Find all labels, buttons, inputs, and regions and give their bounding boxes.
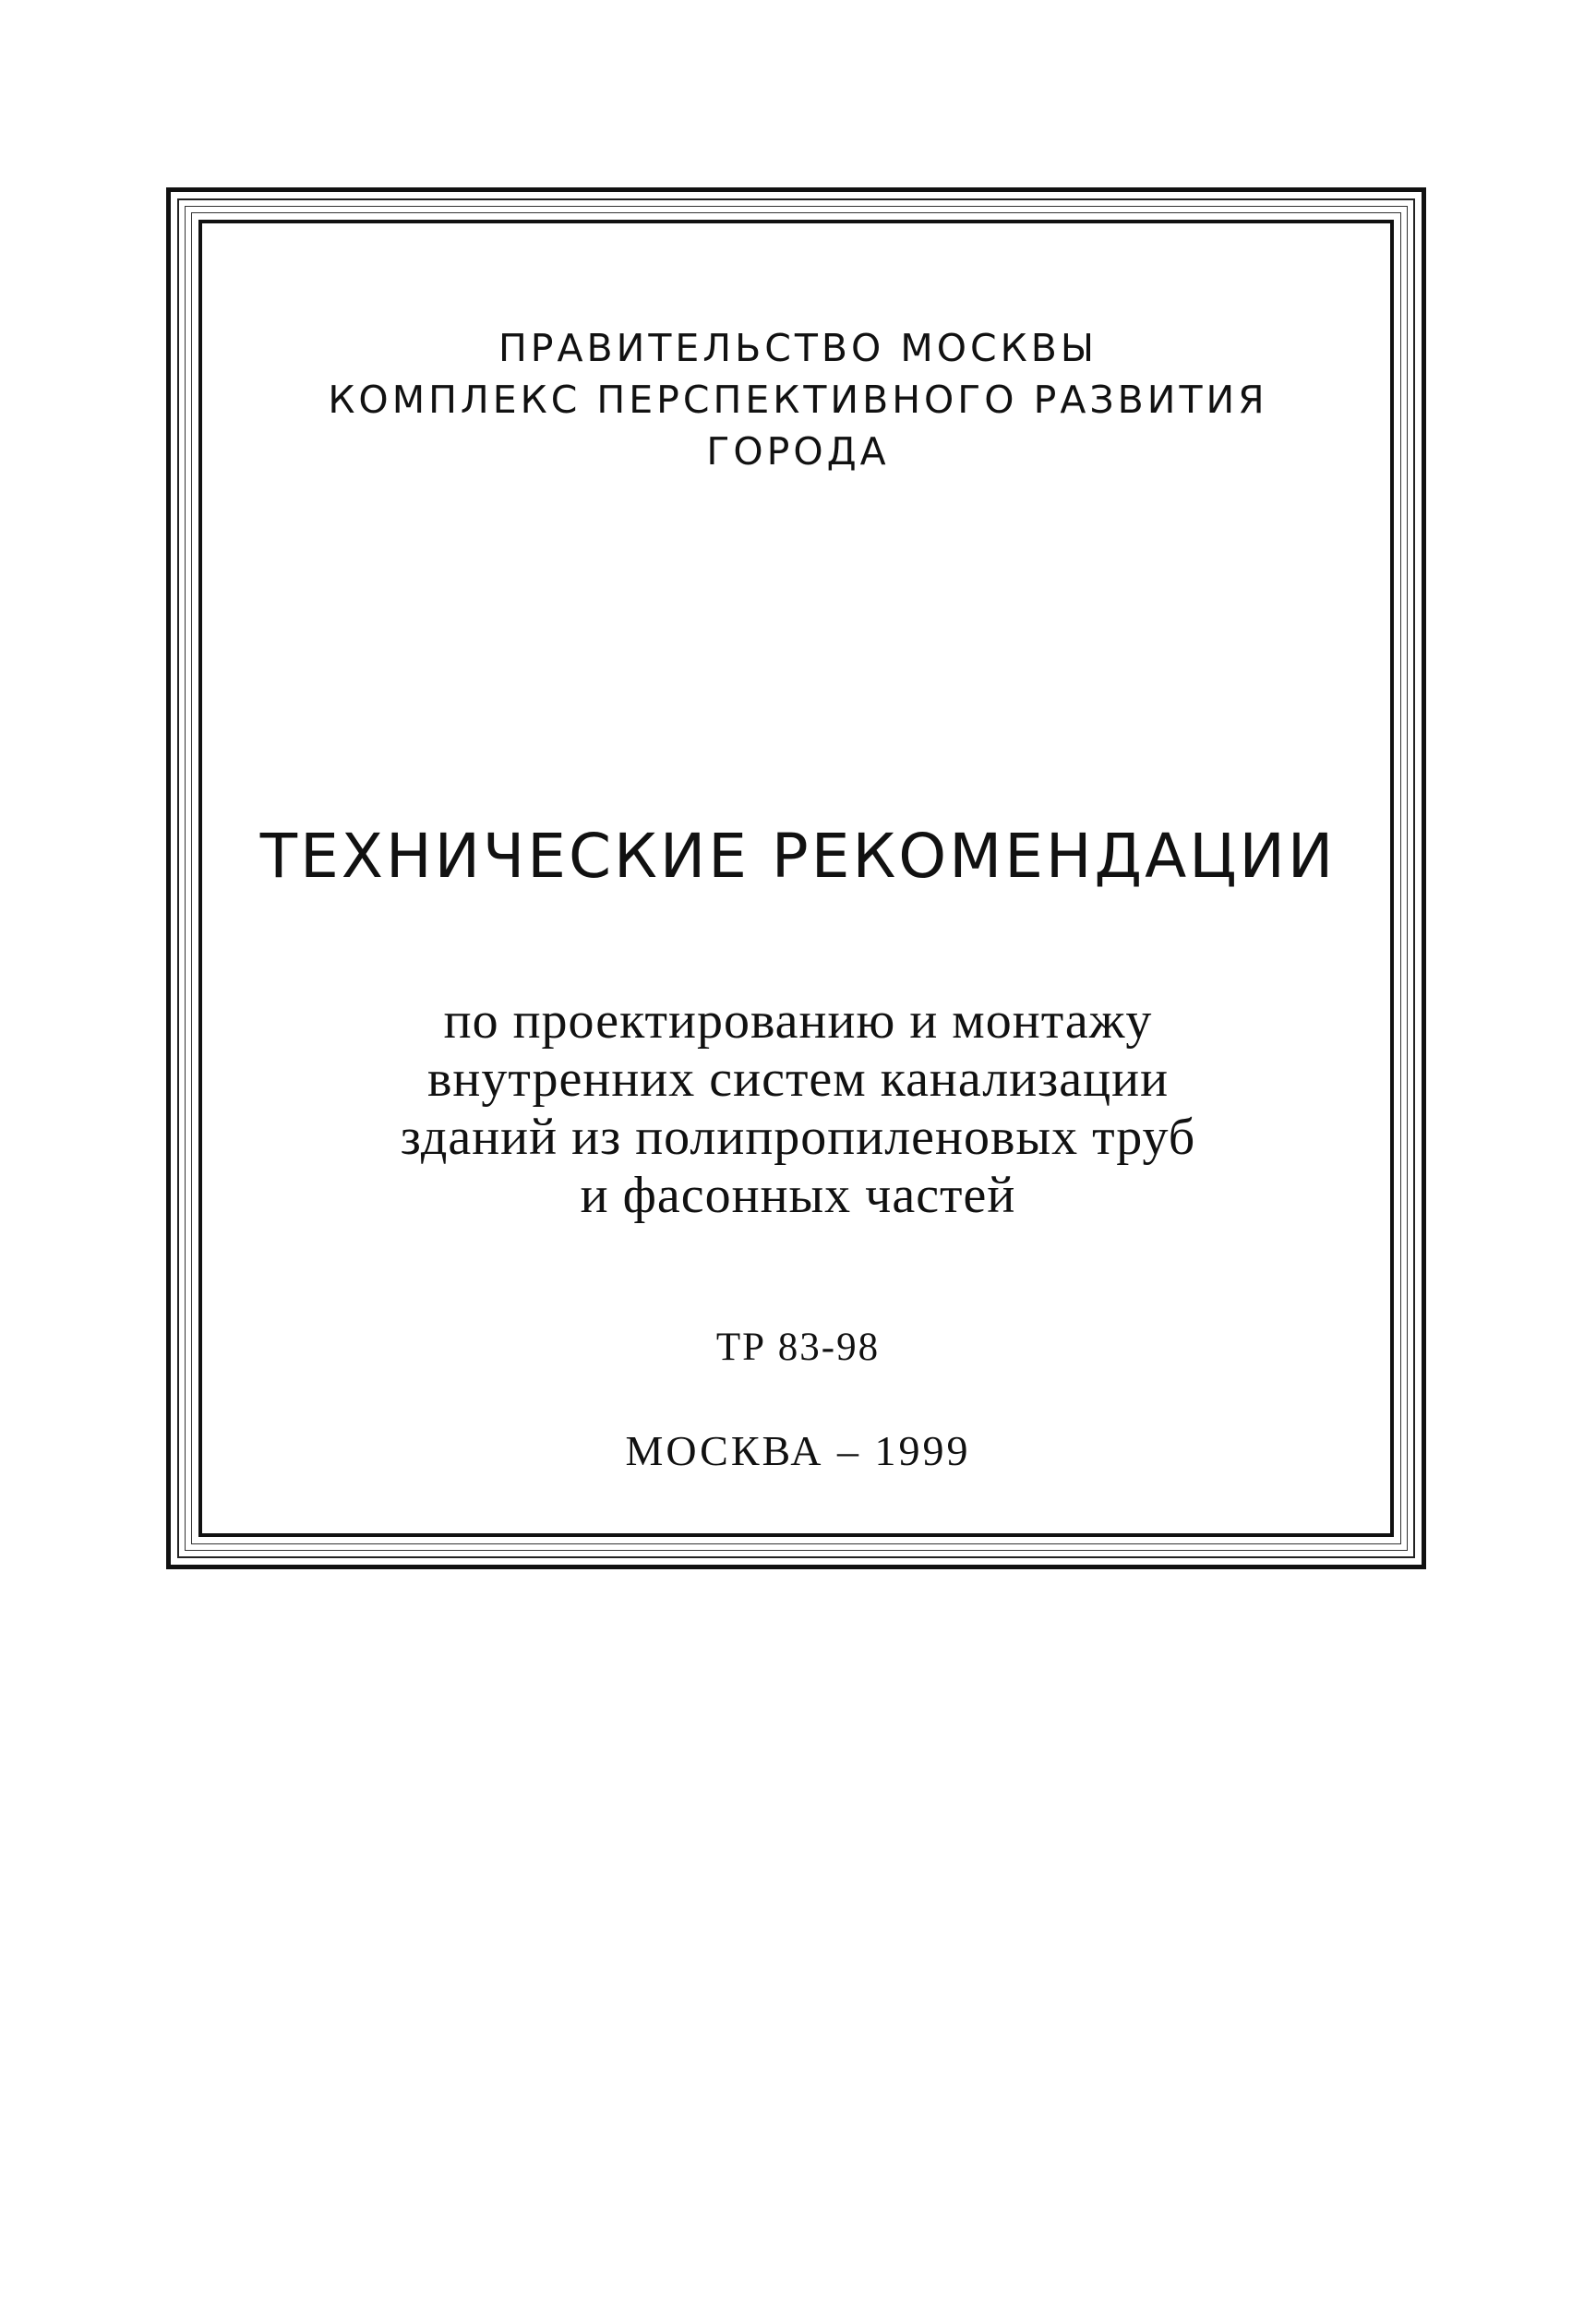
subtitle-line-3: зданий из полипропиленовых труб	[400, 1109, 1196, 1166]
header-line-1: ПРАВИТЕЛЬСТВО МОСКВЫ	[498, 326, 1098, 370]
publication-place-year: МОСКВА – 1999	[625, 1427, 971, 1474]
document-code: ТР 83-98	[715, 1326, 881, 1369]
header-line-2: КОМПЛЕКС ПЕРСПЕКТИВНОГО РАЗВИТИЯ	[328, 378, 1268, 422]
subtitle-line-1: по проектированию и монтажу	[443, 992, 1153, 1050]
header-line-3: ГОРОДА	[706, 429, 890, 474]
subtitle-line-2: внутренних систем канализации	[426, 1050, 1170, 1108]
document-title: ТЕХНИЧЕСКИЕ РЕКОМЕНДАЦИИ	[259, 821, 1337, 892]
subtitle-line-4: и фасонных частей	[580, 1167, 1016, 1224]
